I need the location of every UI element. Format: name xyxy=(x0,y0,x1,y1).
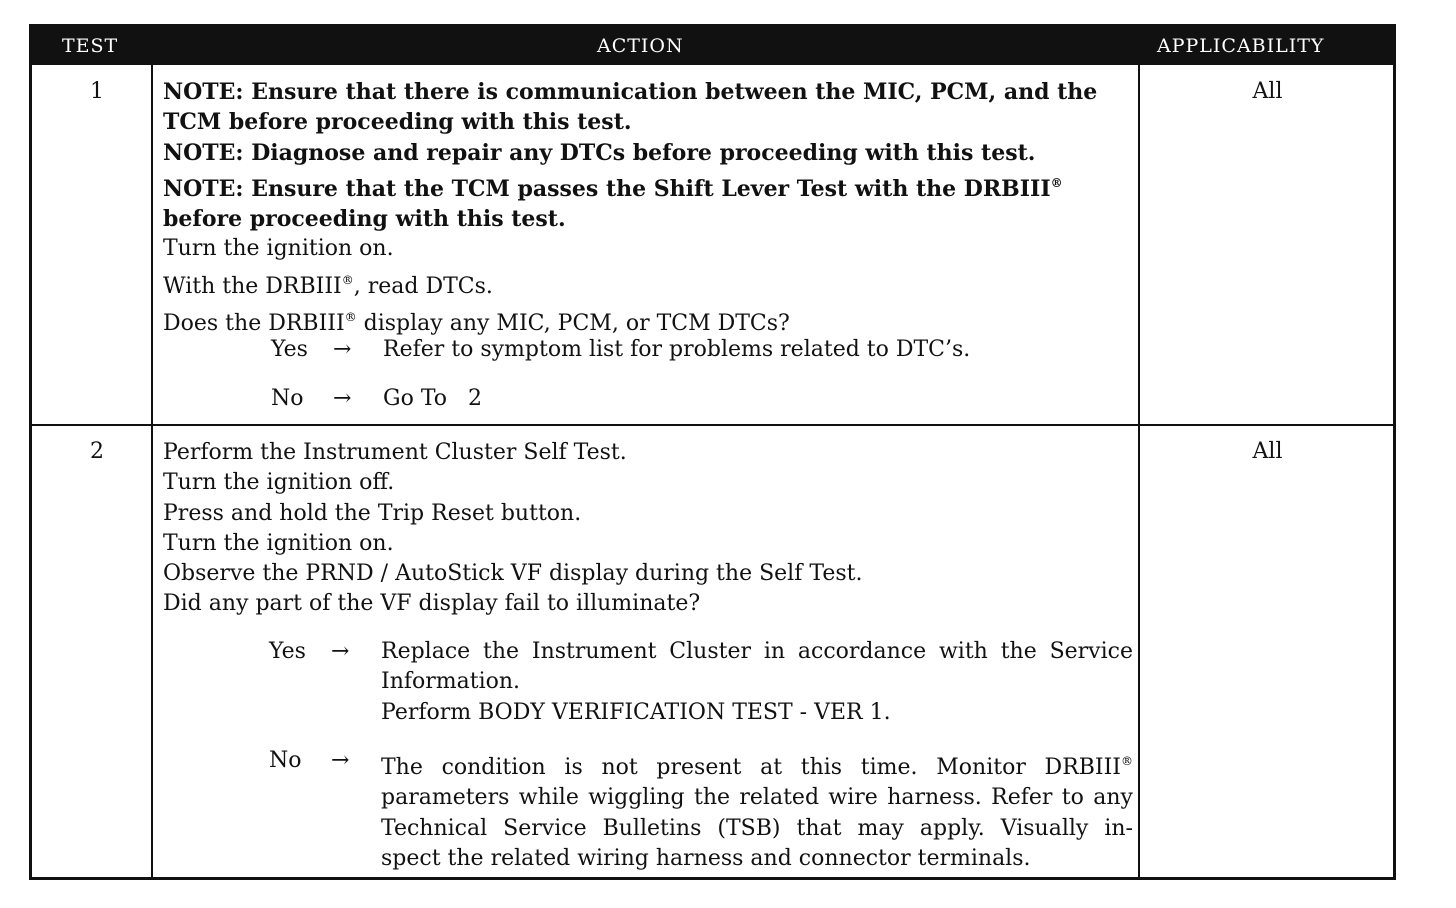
action-line: Does the DRBIII® display any MIC, PCM, or TCM DTCs? xyxy=(163,310,790,337)
test-number-1: 1 xyxy=(90,79,104,104)
action-line: Observe the PRND / AutoStick VF display during the Self Test. xyxy=(163,561,863,587)
registered-mark: ® xyxy=(344,310,357,325)
row-divider xyxy=(32,424,1393,426)
option-label: No xyxy=(269,748,302,773)
option-label: Yes xyxy=(269,639,306,664)
note-line: NOTE: Ensure that there is communication between the MIC, PCM, and the xyxy=(163,79,1098,105)
header-test: TEST xyxy=(62,35,119,57)
action-line: Press and hold the Trip Reset button. xyxy=(163,500,582,526)
header-action: ACTION xyxy=(597,35,684,57)
applicability-2: All xyxy=(1252,439,1283,464)
registered-mark: ® xyxy=(1121,754,1133,768)
option-text: Go To 2 xyxy=(383,386,482,411)
arrow-icon: → xyxy=(331,639,350,664)
option-label: Yes xyxy=(271,337,308,362)
action-line: With the DRBIII®, read DTCs. xyxy=(163,272,493,299)
diagnostic-table xyxy=(29,24,1396,880)
header-applicability: APPLICABILITY xyxy=(1157,35,1325,57)
test-number-2: 2 xyxy=(90,439,104,464)
option-no-2 xyxy=(269,746,1149,871)
note-line: before proceeding with this test. xyxy=(163,206,566,233)
option-label: No xyxy=(271,386,304,411)
table-header xyxy=(32,27,1393,65)
divider-test xyxy=(151,65,153,877)
option-text: Replace the Instrument Cluster in accordance with the Service Information. Perform BODY VERIFICATION TEST - VER 1. xyxy=(381,639,1133,725)
action-line: Turn the ignition off. xyxy=(163,470,395,496)
registered-mark: ® xyxy=(1050,175,1063,190)
action-1 xyxy=(163,77,1138,339)
note-line: NOTE: Ensure that the TCM passes the Shift Lever Test with the DRBIII® xyxy=(163,175,1063,202)
action-line: Turn the ignition on. xyxy=(163,236,394,262)
note-line: TCM before proceeding with this test. xyxy=(163,109,632,136)
option-yes-1 xyxy=(271,335,1151,365)
option-yes-2 xyxy=(269,637,1149,729)
option-text: The condition is not present at this time. Monitor DRBIII® parameters while wiggling the related wire harness. Refer to any Technical Service Bulletins (TSB) that may apply. Visually in- spect the related wiring harness and connector terminals. xyxy=(381,754,1133,871)
registered-mark: ® xyxy=(341,272,354,287)
action-2 xyxy=(163,438,1138,620)
note-line: NOTE: Diagnose and repair any DTCs before proceeding with this test. xyxy=(163,139,1036,166)
arrow-icon: → xyxy=(333,337,352,362)
action-line: Perform the Instrument Cluster Self Test. xyxy=(163,440,627,465)
applicability-1: All xyxy=(1252,79,1283,104)
action-line: Did any part of the VF display fail to illuminate? xyxy=(163,591,701,617)
option-text: Refer to symptom list for problems related to DTC’s. xyxy=(383,337,971,362)
option-no-1 xyxy=(271,384,1151,414)
arrow-icon: → xyxy=(331,748,350,773)
arrow-icon: → xyxy=(333,386,352,411)
action-line: Turn the ignition on. xyxy=(163,530,394,556)
